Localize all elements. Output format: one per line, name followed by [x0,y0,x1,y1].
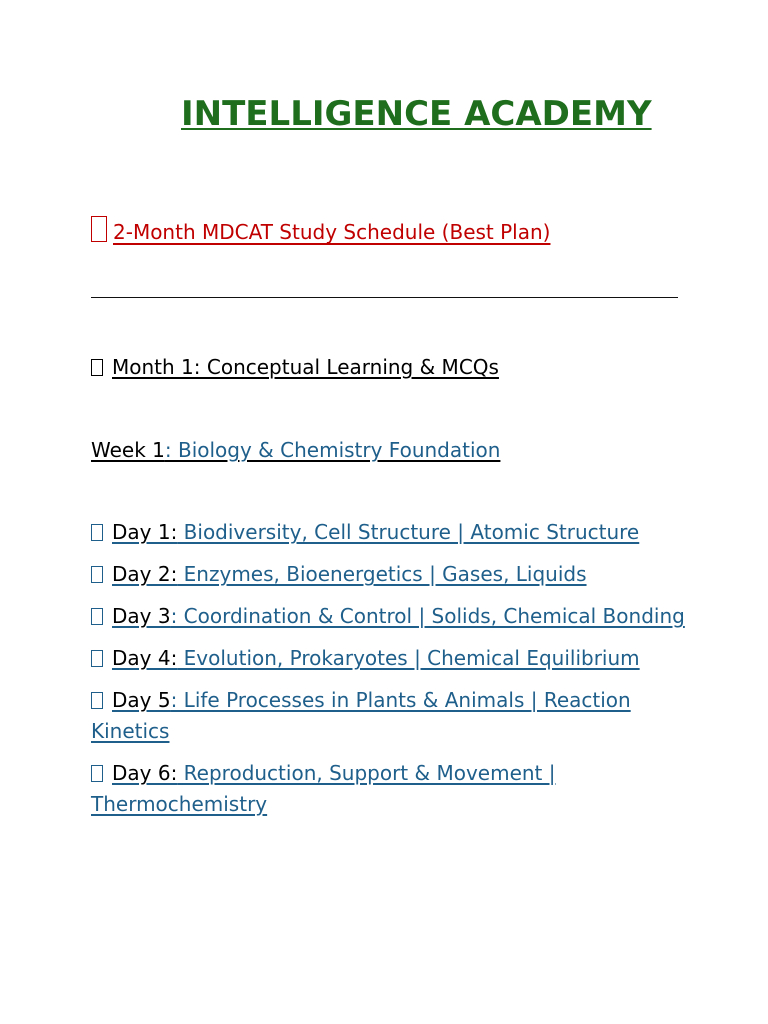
day-item [91,601,691,632]
day-topic: Evolution, Prokaryotes | Chemical Equilibrium [177,646,640,670]
missing-glyph-icon [91,566,103,583]
missing-glyph-icon [91,765,103,782]
schedule-subtitle-text: 2-Month MDCAT Study Schedule (Best Plan) [113,220,551,244]
schedule-subtitle [91,214,550,250]
missing-glyph-icon [91,608,103,625]
day-topic: Reproduction, Support & Movement | Thermochemistry [91,761,556,816]
day-topic: : Life Processes in Plants & Animals | Reaction Kinetics [91,688,631,743]
missing-glyph-icon [91,216,107,242]
missing-glyph-icon [91,359,103,376]
missing-glyph-icon [91,692,103,709]
day-item [91,559,691,590]
day-label: Day 1: [112,520,178,544]
week-topic: : Biology & Chemistry Foundation [164,438,501,462]
missing-glyph-icon [91,524,103,541]
day-item [91,643,691,674]
day-topic: Enzymes, Bioenergetics | Gases, Liquids [177,562,587,586]
day-item [91,758,691,820]
week-heading [91,435,500,466]
day-label: Day 6: [112,761,178,785]
day-topic: Biodiversity, Cell Structure | Atomic Structure [177,520,640,544]
day-item [91,685,691,747]
page-title: INTELLIGENCE ACADEMY [181,94,652,134]
day-label: Day 5 [112,688,171,712]
missing-glyph-icon [91,650,103,667]
day-topic: : Coordination & Control | Solids, Chemical Bonding [170,604,685,628]
week-label: Week 1 [91,438,165,462]
horizontal-divider [91,297,678,298]
day-label: Day 4: [112,646,178,670]
day-label: Day 3 [112,604,171,628]
month-heading [91,352,499,383]
day-list [91,517,691,831]
day-item [91,517,691,548]
month-heading-text: Month 1: Conceptual Learning & MCQs [112,355,499,379]
day-label: Day 2: [112,562,178,586]
